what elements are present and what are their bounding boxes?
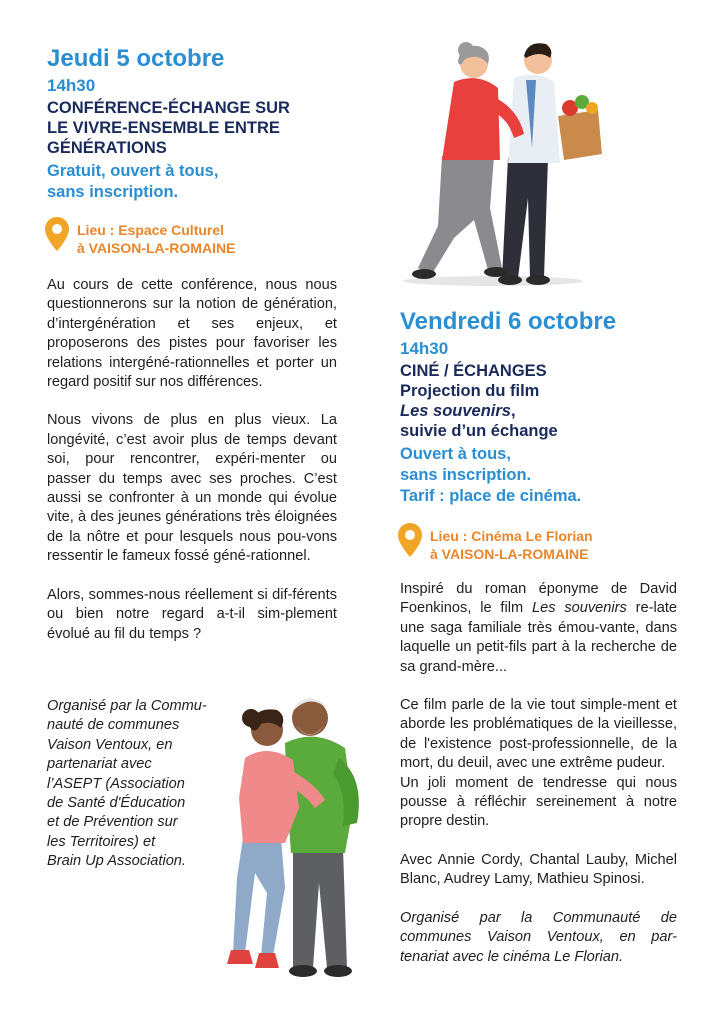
event2-title [400,361,690,441]
event2-location-line: à VAISON-LA-ROMAINE [430,546,589,562]
event1-location [77,221,235,257]
event2-location [430,527,593,563]
event2-paragraph: Un joli moment de tendresse qui nous pousse à réfléchir sereinement à notre propre destin. [400,774,677,830]
event1-credit-line: de Santé d'Éducation [47,795,186,812]
event2-access-line: sans inscription. [400,466,532,484]
location-pin-icon [44,216,70,252]
event2-time: 14h30 [400,339,449,358]
event1-access [47,161,218,203]
event2-p1-film: Les souvenirs [531,600,627,617]
event1-title [47,98,336,158]
event1-location-line: Lieu : Espace Culturel [77,222,225,238]
event1-location-line: à VAISON-LA-ROMAINE [77,240,236,256]
hugging-couple-illustration [215,688,375,983]
event2-description [400,580,677,986]
event2-title-line: Projection du film [400,382,540,400]
event2-p1-after: re-late une saga familiale très émou-vante, dans laquelle un petit-fils part à la recherche de sa grand-mère... [400,600,678,675]
event1-paragraph: Alors, sommes-nous réellement si dif-férents ou bien notre regard a-t-il sim-plement évolué au fil du temps ? [47,586,337,642]
event1-credit-line: partenariat avec [47,756,152,773]
event2-credit [400,909,677,967]
event2-credit-before: Organisé par la Communauté de communes Vaison Ventoux, en par-tenariat avec le cinéma [400,909,677,965]
film-title-suffix: , [510,402,516,420]
event2-title-line: CINÉ / ÉCHANGES [400,362,547,380]
event1-day: Jeudi 5 octobre [47,45,225,72]
event2-title-line: suivie d’un échange [400,422,558,440]
film-title: Les souvenirs [400,402,511,420]
event2-access [400,444,581,507]
event2-paragraph: Ce film parle de la vie tout simple-ment et aborde les problématiques de la vieillesse, de l'existence post-professionnelle, de la mort, du deuil, avec une extrême pudeur. [400,697,677,772]
event2-access-line: Tarif : place de cinéma. [400,487,582,505]
event1-paragraph: Au cours de cette conférence, nous nous questionnerons sur la notion de génération, d’intergénération et ses enjeux, et proposerons des pistes pour favoriser les relations intergéné-rationnelles et porter un regard positif sur nos différences. [47,277,337,391]
event2-credit-place: Le Florian [554,948,620,965]
event1-credit-line: les Territoires) et [47,833,156,850]
event1-title-line: LE VIVRE-ENSEMBLE ENTRE [47,119,280,137]
event1-credit-line: Organisé par la Commu- [47,698,207,714]
event1-credit-line: et de Prévention sur [47,814,178,831]
event2-p1-before: Inspiré du roman éponyme de David Foenkinos, le film [400,581,677,617]
event2-cast: Avec Annie Cordy, Chantal Lauby, Michel Blanc, Audrey Lamy, Mathieu Spinosi. [400,851,677,888]
event1-title-line: CONFÉRENCE-ÉCHANGE SUR [47,99,290,117]
event2-film-line [400,401,690,421]
event1-access-line: sans inscription. [47,183,179,201]
event1-credit-line: l’ASEPT (Association [47,775,185,792]
event1-credit-line: Vaison Ventoux, en [47,736,173,753]
event1-access-line: Gratuit, ouvert à tous, [47,162,219,180]
event1-credit-line: Brain Up Association. [47,853,186,870]
walking-couple-illustration [398,38,608,288]
event2-day: Vendredi 6 octobre [400,308,617,335]
event1-description [47,276,337,663]
event1-title-line: GÉNÉRATIONS [47,139,167,157]
event2-credit-end: . [619,948,624,965]
location-pin-icon [397,522,423,558]
event2-location-line: Lieu : Cinéma Le Florian [430,528,593,544]
event1-paragraph: Nous vivons de plus en plus vieux. La longévité, c’est avoir plus de temps devant soi, pour rencontrer, expéri-menter ou passer du temps avec ses proches. C’est aussi se confronter à un monde qui évolue vite, à des jeunes générations très éloignées de la nôtre et pour lesquels nous pou-vons ressentir le fameux fossé géné-rationnel. [47,412,337,565]
event2-paragraph [400,580,677,677]
event1-time: 14h30 [47,76,96,95]
event1-credit-line: nauté de communes [47,717,180,734]
event2-access-line: Ouvert à tous, [400,445,511,463]
